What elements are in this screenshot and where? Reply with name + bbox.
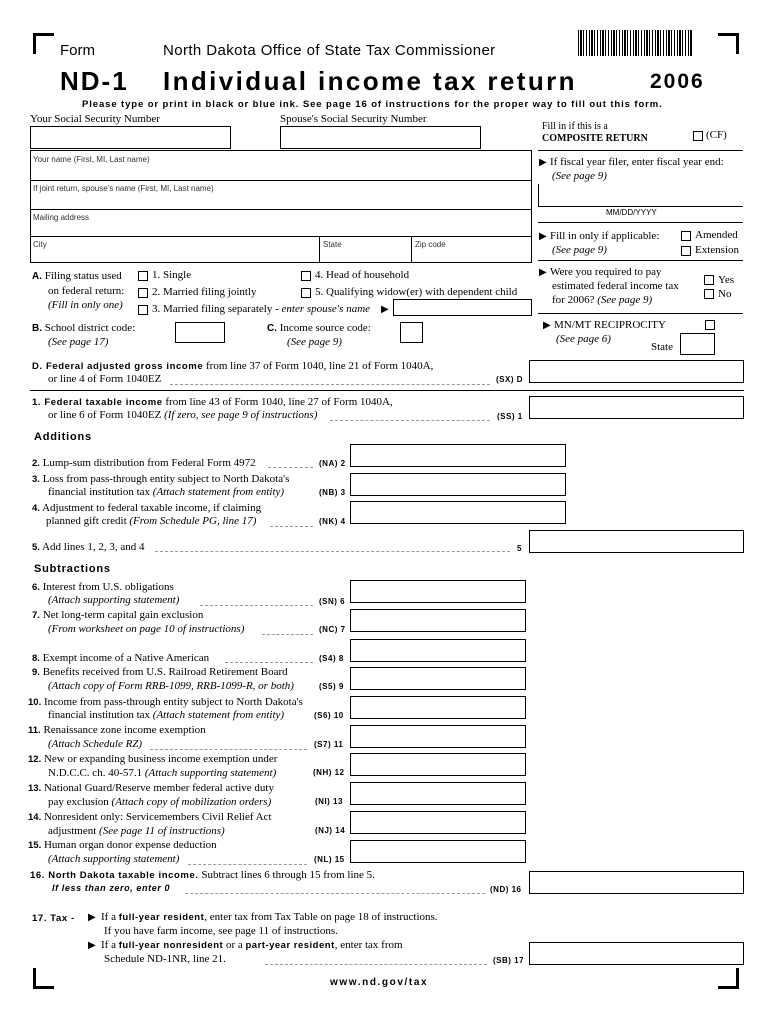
- office-name: North Dakota Office of State Tax Commissioner: [163, 42, 496, 59]
- line-3-text-2: financial institution tax: [48, 486, 151, 498]
- line-11-code: (S7) 11: [314, 740, 344, 749]
- income-source-label: [267, 322, 371, 334]
- line-3-text: Loss from pass-through entity subject to North Dakota's: [42, 473, 290, 485]
- leader-dots: [200, 605, 313, 606]
- amended-checkbox[interactable]: [681, 231, 691, 241]
- line-12-amount-input[interactable]: [350, 753, 526, 776]
- line-15-label: [28, 839, 217, 851]
- line-7-note: (From worksheet on page 10 of instructions): [48, 623, 245, 635]
- line-10-label: [28, 696, 303, 708]
- line-12-text: New or expanding business income exemption under: [43, 753, 278, 765]
- ink-instructions: Please type or print in black or blue ink. See page 16 of instructions for the proper way to fill out this form.: [82, 99, 663, 110]
- leader-dots: [188, 864, 307, 865]
- line-17-farm-text: If you have farm income, see page 11 of instructions.: [104, 925, 338, 937]
- line-8-label: [32, 652, 209, 664]
- barcode: [578, 30, 692, 56]
- spouse-arrow-icon: ▶: [381, 304, 389, 315]
- line-17-if-2: If a: [101, 939, 116, 951]
- line-4-amount-input[interactable]: [350, 501, 566, 524]
- line-d-label: [32, 360, 433, 372]
- line-d-bold: D. Federal adjusted gross income: [32, 361, 204, 372]
- married-separately-checkbox[interactable]: [138, 305, 148, 315]
- line-1-note: (If zero, see page 9 of instructions): [164, 409, 318, 421]
- corner-mark-top-right: [718, 33, 739, 54]
- line-13-label: [28, 782, 274, 794]
- line-16-note: If less than zero, enter 0: [52, 883, 171, 893]
- yes-label: Yes: [718, 274, 735, 286]
- line-3-note: (Attach statement from entity): [152, 486, 285, 498]
- head-of-household-label: 4. Head of household: [315, 269, 410, 281]
- income-source-see: (See page 9): [287, 336, 342, 348]
- line-10-note: (Attach statement from entity): [152, 709, 285, 721]
- form-word: Form: [60, 42, 95, 59]
- line-15-note: (Attach supporting statement): [48, 853, 180, 865]
- part-year-resident: part-year resident: [245, 940, 335, 951]
- estimated-arrow-icon: ▶: [539, 267, 547, 278]
- married-jointly-checkbox[interactable]: [138, 288, 148, 298]
- line-4-number: 4.: [32, 503, 40, 514]
- leader-dots: [270, 526, 313, 527]
- line-17-if: If a: [101, 911, 116, 923]
- extension-label: Extension: [695, 244, 739, 256]
- city-input[interactable]: [31, 249, 318, 262]
- line-8-text: Exempt income of a Native American: [42, 652, 210, 664]
- leader-dots: [150, 749, 307, 750]
- panel-divider: [538, 222, 743, 223]
- line-1-text: or line 6 of Form 1040EZ: [48, 409, 162, 421]
- line-3-label-2: [48, 486, 284, 498]
- panel-divider: [538, 260, 743, 261]
- leader-dots: [265, 964, 487, 965]
- divider: [30, 209, 532, 210]
- line-14-number: 14.: [28, 812, 42, 823]
- line-9-number: 9.: [32, 667, 40, 678]
- line-5-amount-input[interactable]: [529, 530, 744, 553]
- line-4-label-2: [46, 515, 256, 527]
- line-13-text: National Guard/Reserve member federal active duty: [43, 782, 274, 794]
- line-6-amount-input[interactable]: [350, 580, 526, 603]
- city-label: City: [33, 240, 47, 249]
- leader-dots: [330, 420, 490, 421]
- head-of-household-checkbox[interactable]: [301, 271, 311, 281]
- line-14-note: (See page 11 of instructions): [99, 825, 225, 837]
- line-4-text-2: planned gift credit: [46, 515, 127, 527]
- qualifying-widow-label: 5. Qualifying widow(er) with dependent child: [315, 286, 518, 298]
- line-9-amount-input[interactable]: [350, 667, 526, 690]
- line-5-label: [32, 541, 144, 553]
- line-8-amount-input[interactable]: [350, 639, 526, 662]
- line-d-label-2: or line 4 of Form 1040EZ: [48, 373, 162, 385]
- panel-divider: [538, 313, 743, 314]
- line-2-text: Lump-sum distribution from Federal Form 4972: [42, 457, 256, 469]
- address-input[interactable]: [31, 221, 531, 235]
- applicable-see: (See page 9): [552, 244, 607, 256]
- line-13-number: 13.: [28, 783, 42, 794]
- line-17-nonresident-text: [101, 939, 403, 951]
- line-14-text: Nonresident only: Servicemembers Civil Relief Act: [43, 811, 272, 823]
- line-17-or: or a: [225, 939, 243, 951]
- estimated-label-3: [552, 294, 652, 306]
- line-6-number: 6.: [32, 582, 40, 593]
- composite-label-2: COMPOSITE RETURN: [542, 133, 648, 144]
- line-2-label: [32, 457, 256, 469]
- line-11-label: [28, 724, 206, 736]
- school-district-text: School district code:: [44, 322, 136, 334]
- separate-spouse-name-input[interactable]: [393, 299, 532, 316]
- composite-label-1: Fill in if this is a: [542, 121, 608, 132]
- married-separately-label: [152, 303, 370, 315]
- fiscal-year-end-input[interactable]: [538, 184, 743, 207]
- cf-code: (CF): [706, 129, 727, 141]
- line-17-resident-rest: , enter tax from Tax Table on page 18 of instructions.: [204, 911, 438, 923]
- school-see: (See page 17): [48, 336, 109, 348]
- line-13-note: (Attach copy of mobilization orders): [111, 796, 272, 808]
- full-year-nonresident: full-year nonresident: [118, 940, 224, 951]
- line-15-text: Human organ donor expense deduction: [43, 839, 217, 851]
- qualifying-widow-checkbox[interactable]: [301, 288, 311, 298]
- line-6-label: [32, 581, 174, 593]
- married-separately-text: 3. Married filing separately: [152, 303, 273, 315]
- zip-label: Zip code: [415, 240, 446, 249]
- line-12-note: (Attach supporting statement): [144, 767, 277, 779]
- line-2-amount-input[interactable]: [350, 444, 566, 467]
- line-3-label: [32, 473, 289, 485]
- line-d-amount-input[interactable]: [529, 360, 744, 383]
- line-7-amount-input[interactable]: [350, 609, 526, 632]
- line-4-text: Adjustment to federal taxable income, if claiming: [42, 502, 262, 514]
- estimated-label-2: estimated federal income tax: [552, 280, 679, 292]
- line-6-note: (Attach supporting statement): [48, 594, 180, 606]
- line-14-amount-input[interactable]: [350, 811, 526, 834]
- line-8-number: 8.: [32, 653, 40, 664]
- line-13-code: (NI) 13: [315, 797, 343, 806]
- leader-dots: [155, 551, 510, 552]
- estimated-no-checkbox[interactable]: [704, 289, 714, 299]
- estimated-year: for 2006?: [552, 294, 595, 306]
- line-14-text-2: adjustment: [48, 825, 97, 837]
- line-16-label: [30, 869, 375, 881]
- zip-input[interactable]: [412, 249, 531, 262]
- subtractions-heading: Subtractions: [34, 563, 111, 575]
- line-9-label: [32, 666, 288, 678]
- state-input[interactable]: [320, 249, 410, 262]
- single-label: 1. Single: [152, 269, 192, 281]
- line-17-nonresident-rest: , enter tax from: [334, 939, 403, 951]
- line-11-amount-input[interactable]: [350, 725, 526, 748]
- line-13-label-2: [48, 796, 271, 808]
- corner-mark-bottom-left: [33, 968, 54, 989]
- fiscal-arrow-icon: ▶: [539, 157, 547, 168]
- income-source-text: Income source code:: [279, 322, 371, 334]
- line-8-code: (S4) 8: [319, 654, 344, 663]
- line-7-label: [32, 609, 203, 621]
- school-district-input[interactable]: [175, 322, 225, 343]
- divider: [30, 180, 532, 181]
- name-field-label: Your name (First, MI, Last name): [33, 155, 150, 164]
- line-11-text: Renaissance zone income exemption: [43, 724, 206, 736]
- line-2-number: 2.: [32, 458, 40, 469]
- line-1-bold: 1. Federal taxable income: [32, 397, 163, 408]
- tax-year: 2006: [650, 70, 705, 93]
- estimated-label-1: Were you required to pay: [550, 266, 662, 278]
- line-4-note: (From Schedule PG, line 17): [129, 515, 257, 527]
- reciprocity-label: MN/MT RECIPROCITY: [554, 319, 666, 331]
- line-5-number: 5.: [32, 542, 40, 553]
- reciprocity-arrow-icon: ▶: [543, 320, 551, 331]
- line-10-amount-input[interactable]: [350, 696, 526, 719]
- line-3-number: 3.: [32, 474, 40, 485]
- line-16-code: (ND) 16: [490, 885, 522, 894]
- line-1-label-2: [48, 409, 317, 421]
- line-3-code: (NB) 3: [319, 488, 346, 497]
- line-10-code: (S6) 10: [314, 711, 344, 720]
- leader-dots: [185, 893, 485, 894]
- corner-mark-bottom-right: [718, 968, 739, 989]
- spouse-ssn-input[interactable]: [280, 126, 481, 149]
- line-14-label-2: [48, 825, 225, 837]
- line-1-label: [32, 396, 393, 408]
- married-jointly-label: 2. Married filing jointly: [152, 286, 257, 298]
- line-7-text: Net long-term capital gain exclusion: [42, 609, 204, 621]
- line-2-code: (NA) 2: [319, 459, 346, 468]
- applicable-arrow-icon: ▶: [539, 231, 547, 242]
- item-letter-c: C.: [267, 323, 277, 334]
- line-3-amount-input[interactable]: [350, 473, 566, 496]
- item-letter-a: A.: [32, 271, 42, 282]
- line-13-amount-input[interactable]: [350, 782, 526, 805]
- line-12-label: [28, 753, 277, 765]
- line-17-label: 17. Tax -: [32, 913, 75, 924]
- estimated-yes-checkbox[interactable]: [704, 275, 714, 285]
- form-title: Individual income tax return: [163, 66, 577, 96]
- line-9-text: Benefits received from U.S. Railroad Retirement Board: [42, 666, 288, 678]
- footer-url: www.nd.gov/tax: [330, 977, 429, 988]
- line-6-code: (SN) 6: [319, 597, 346, 606]
- line-14-code: (NJ) 14: [315, 826, 346, 835]
- line-11-number: 11.: [28, 725, 41, 736]
- line-5-text: Add lines 1, 2, 3, and 4: [42, 541, 145, 553]
- line-16-bold: 16. North Dakota taxable income.: [30, 870, 199, 881]
- leader-dots: [225, 662, 313, 663]
- estimated-see: (See page 9): [597, 294, 653, 306]
- line-11-note: (Attach Schedule RZ): [48, 738, 143, 750]
- line-17-schedule-text: Schedule ND-1NR, line 21.: [104, 953, 226, 965]
- line-15-code: (NL) 15: [314, 855, 345, 864]
- reciprocity-checkbox[interactable]: [705, 320, 715, 330]
- applicable-label: Fill in only if applicable:: [550, 230, 660, 242]
- ssn-input[interactable]: [30, 126, 231, 149]
- state-label: State: [323, 240, 342, 249]
- corner-mark-top-left: [33, 33, 54, 54]
- spouse-name-note: - enter spouse's name: [275, 303, 371, 315]
- line-10-label-2: [48, 709, 284, 721]
- fiscal-label: If fiscal year filer, enter fiscal year end:: [550, 156, 724, 168]
- reciprocity-state-input[interactable]: [680, 333, 715, 355]
- leader-dots: [262, 634, 313, 635]
- line-7-number: 7.: [32, 610, 40, 621]
- composite-checkbox[interactable]: [693, 131, 703, 141]
- line-10-text-2: financial institution tax: [48, 709, 151, 721]
- no-label: No: [718, 288, 732, 300]
- form-number: ND-1: [60, 66, 129, 96]
- income-source-input[interactable]: [400, 322, 423, 343]
- spouse-ssn-label: Spouse's Social Security Number: [280, 113, 427, 125]
- line-4-label: [32, 502, 261, 514]
- line-17-amount-input[interactable]: [529, 942, 744, 965]
- line-10-text: Income from pass-through entity subject to North Dakota's: [43, 696, 303, 708]
- filing-status-label-3: (Fill in only one): [48, 299, 123, 311]
- line-1-code: (SS) 1: [497, 412, 523, 421]
- school-district-label: [32, 322, 135, 334]
- line-17-resident-text: [101, 911, 438, 923]
- line-12-text-2: N.D.C.C. ch. 40-57.1: [48, 767, 143, 779]
- spouse-name-input[interactable]: [31, 193, 531, 208]
- amended-label: Amended: [695, 229, 738, 241]
- filing-status-label-2: on federal return:: [48, 285, 125, 297]
- line-12-label-2: [48, 767, 276, 779]
- line-1-amount-input[interactable]: [529, 396, 744, 419]
- full-year-resident: full-year resident: [118, 912, 205, 923]
- filing-status-label: [32, 270, 122, 282]
- line-1-rest: from line 43 of Form 1040, line 27 of Form 1040A,: [165, 396, 393, 408]
- line-12-code: (NH) 12: [313, 768, 345, 777]
- line-10-number: 10.: [28, 697, 42, 708]
- resident-arrow-icon: ▶: [88, 912, 96, 923]
- line-16-amount-input[interactable]: [529, 871, 744, 894]
- leader-dots: [170, 384, 490, 385]
- nonresident-arrow-icon: ▶: [88, 940, 96, 951]
- additions-heading: Additions: [34, 431, 92, 443]
- divider: [30, 236, 532, 237]
- line-6-text: Interest from U.S. obligations: [42, 581, 174, 593]
- line-5-code: 5: [517, 544, 522, 553]
- line-16-rest: Subtract lines 6 through 15 from line 5.: [201, 869, 375, 881]
- date-format-hint: MM/DD/YYYY: [606, 208, 657, 217]
- line-15-amount-input[interactable]: [350, 840, 526, 863]
- line-15-number: 15.: [28, 840, 42, 851]
- line-7-code: (NC) 7: [319, 625, 346, 634]
- ssn-label: Your Social Security Number: [30, 113, 160, 125]
- filing-status-text: Filing status used: [44, 270, 122, 282]
- single-checkbox[interactable]: [138, 271, 148, 281]
- item-letter-b: B.: [32, 323, 42, 334]
- spouse-name-label: If joint return, spouse's name (First, MI, Last name): [33, 184, 214, 193]
- address-label: Mailing address: [33, 213, 90, 222]
- leader-dots: [268, 467, 313, 468]
- line-12-number: 12.: [28, 754, 42, 765]
- name-input[interactable]: [31, 164, 531, 179]
- line-d-code: (SX) D: [496, 375, 523, 384]
- section-divider: [30, 390, 744, 391]
- line-4-code: (NK) 4: [319, 517, 346, 526]
- line-14-label: [28, 811, 272, 823]
- line-17-code: (SB) 17: [493, 956, 525, 965]
- line-9-code: (S5) 9: [319, 682, 344, 691]
- reciprocity-see: (See page 6): [556, 333, 611, 345]
- fiscal-see: (See page 9): [552, 170, 607, 182]
- panel-divider: [538, 150, 743, 151]
- reciprocity-state-label: State: [651, 341, 673, 353]
- line-d-rest: from line 37 of Form 1040, line 21 of Form 1040A,: [206, 360, 434, 372]
- line-13-text-2: pay exclusion: [48, 796, 109, 808]
- line-9-note: (Attach copy of Form RRB-1099, RRB-1099-R, or both): [48, 680, 294, 692]
- extension-checkbox[interactable]: [681, 246, 691, 256]
